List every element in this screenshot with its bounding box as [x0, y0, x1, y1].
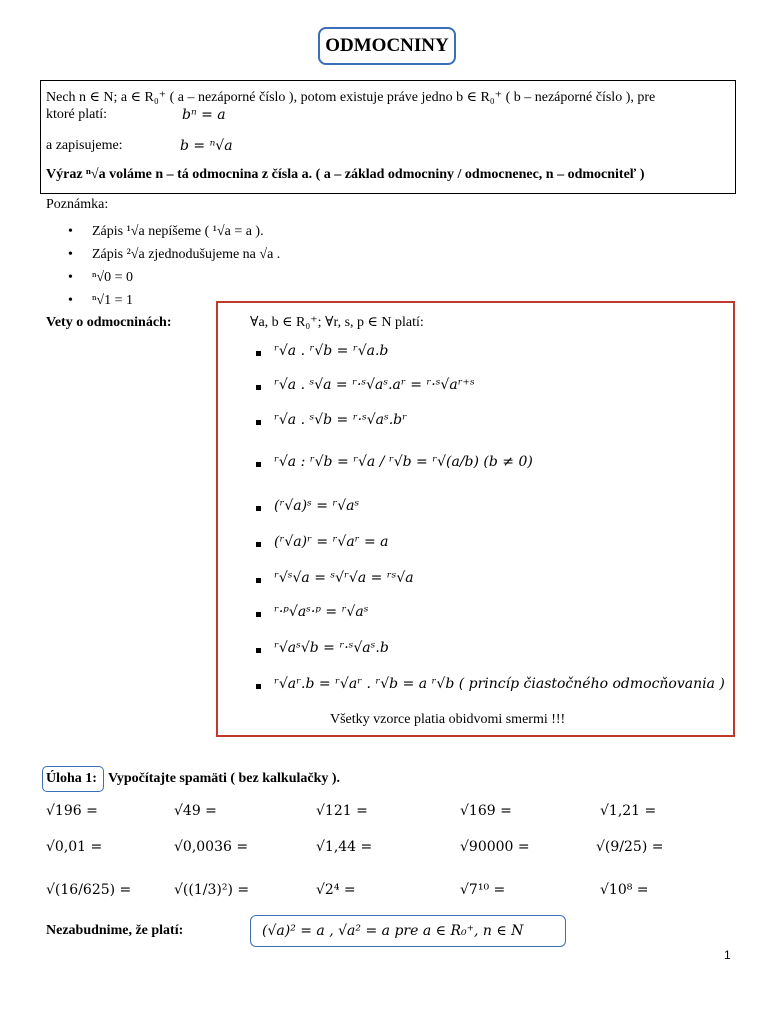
rule-8: ʳ·ᵖ√aˢ·ᵖ = ʳ√aˢ: [274, 604, 369, 620]
rule-3: ʳ√a . ˢ√b = ʳ·ˢ√aˢ.bʳ: [274, 412, 407, 428]
exercise: √((1/3)²) =: [174, 882, 250, 898]
reminder-label: Nezabudnime, že platí:: [46, 923, 184, 938]
page-title-text: ODMOCNINY: [325, 35, 449, 56]
definition-line2-formula: bⁿ = a: [182, 107, 226, 123]
task-label: Úloha 1:: [46, 771, 97, 786]
bullet-square: [256, 684, 261, 689]
note-item: • Zápis ¹√a nepíšeme ( ¹√a = a ).: [68, 220, 280, 243]
rule-5: (ʳ√a)ˢ = ʳ√aˢ: [274, 498, 360, 514]
note-item: • Zápis ²√a zjednodušujeme na √a .: [68, 243, 280, 266]
exercise: √196 =: [46, 803, 98, 819]
note-item: • ⁿ√0 = 0: [68, 266, 280, 289]
note-list: [68, 220, 280, 312]
definition-line1: Nech n ∈ N; a ∈ R₀⁺ ( a – nezáporné číslo ), potom existuje práve jedno b ∈ R₀⁺ ( b – nezáporné číslo ), pre: [46, 90, 656, 105]
rule-7: ʳ√ˢ√a = ˢ√ʳ√a = ʳˢ√a: [274, 570, 414, 586]
theorems-condition: ∀a, b ∈ R₀⁺; ∀r, s, p ∈ N platí:: [250, 315, 424, 330]
exercise: √0,0036 =: [174, 839, 249, 855]
exercise: √(16/625) =: [46, 882, 132, 898]
bullet-square: [256, 648, 261, 653]
task-instruction: Vypočítajte spamäti ( bez kalkulačky ).: [108, 771, 341, 786]
theorems-box: [216, 301, 735, 737]
rule-4: ʳ√a : ʳ√b = ʳ√a / ʳ√b = ʳ√(a/b) (b ≠ 0): [274, 454, 533, 470]
bullet-square: [256, 542, 261, 547]
theorems-heading: Vety o odmocninách:: [46, 315, 172, 330]
definition-line4: Výraz ⁿ√a voláme n – tá odmocnina z čísla a. ( a – základ odmocniny / odmocnenec, n – odmocniteľ ): [46, 167, 645, 182]
bullet-square: [256, 420, 261, 425]
rule-2: ʳ√a . ˢ√a = ʳ·ˢ√aˢ.aʳ = ʳ·ˢ√aʳ⁺ˢ: [274, 377, 475, 393]
rule-10: ʳ√aʳ.b = ʳ√aʳ . ʳ√b = a ʳ√b ( princíp čiastočného odmocňovania ): [274, 676, 725, 692]
exercise: √1,44 =: [316, 839, 373, 855]
bullet-square: [256, 506, 261, 511]
theorems-footer: Všetky vzorce platia obidvomi smermi !!!: [330, 712, 566, 727]
definition-line3-label: a zapisujeme:: [46, 138, 123, 153]
exercise: √121 =: [316, 803, 368, 819]
exercise: √(9/25) =: [596, 839, 664, 855]
page-title: [318, 27, 456, 65]
exercise: √0,01 =: [46, 839, 103, 855]
exercise: √7¹⁰ =: [460, 882, 506, 898]
bullet-square: [256, 462, 261, 467]
note-item: • ⁿ√1 = 1: [68, 289, 280, 312]
definition-line2-label: ktoré platí:: [46, 107, 108, 122]
bullet-square: [256, 578, 261, 583]
definition-line3-formula: b = ⁿ√a: [180, 138, 233, 154]
bullet-square: [256, 612, 261, 617]
exercise: √10⁸ =: [600, 882, 649, 898]
note-heading: Poznámka:: [46, 197, 109, 212]
rule-1: ʳ√a . ʳ√b = ʳ√a.b: [274, 343, 389, 359]
exercise: √1,21 =: [600, 803, 657, 819]
reminder-formula: (√a)² = a , √a² = a pre a ∈ R₀⁺, n ∈ N: [262, 923, 524, 939]
page-number: 1: [724, 948, 731, 962]
rule-9: ʳ√aˢ√b = ʳ·ˢ√aˢ.b: [274, 640, 389, 656]
exercise: √169 =: [460, 803, 512, 819]
exercise: √49 =: [174, 803, 217, 819]
bullet-square: [256, 385, 261, 390]
bullet-square: [256, 351, 261, 356]
rule-6: (ʳ√a)ʳ = ʳ√aʳ = a: [274, 534, 389, 550]
exercise: √90000 =: [460, 839, 530, 855]
exercise: √2⁴ =: [316, 882, 356, 898]
